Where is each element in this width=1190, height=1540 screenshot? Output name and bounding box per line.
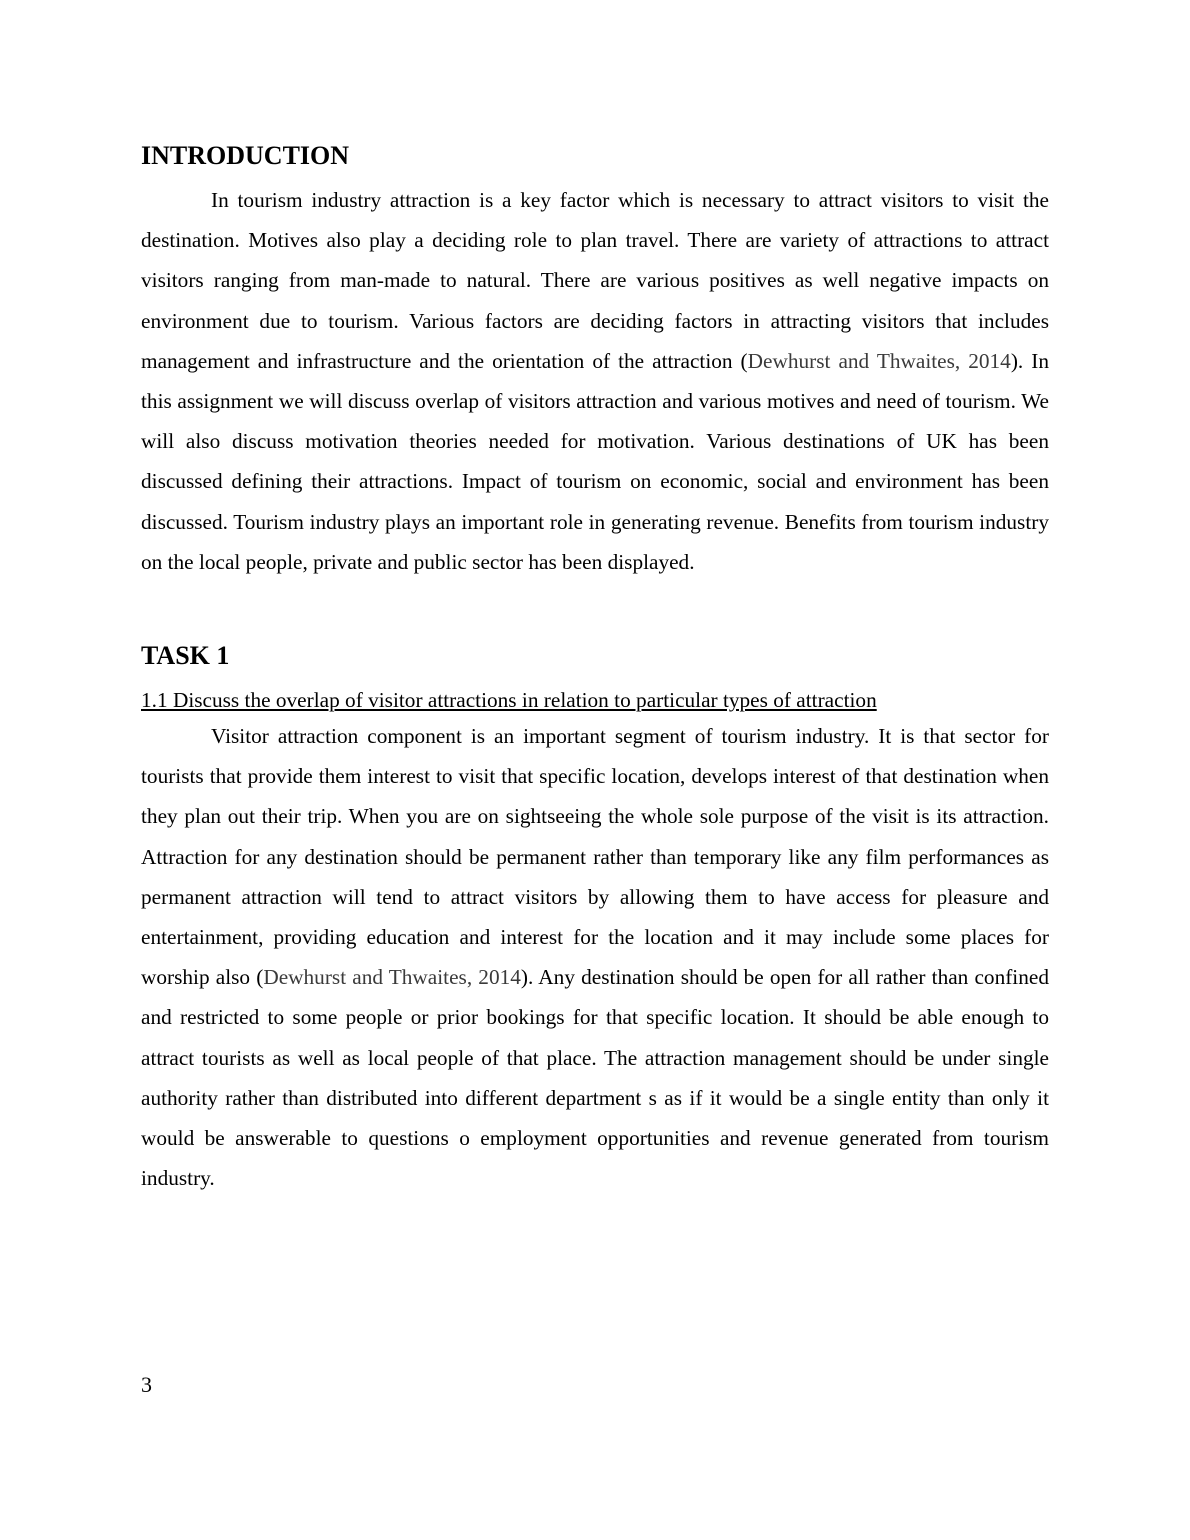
task-1-subheading: 1.1 Discuss the overlap of visitor attractions in relation to particular types of attraction xyxy=(141,688,877,713)
page-content xyxy=(141,140,1049,1198)
task-1-citation: Dewhurst and Thwaites, 2014 xyxy=(263,965,521,990)
task-1-text-part-1: Visitor attraction component is an important segment of tourism industry. It is that sector for tourists that provide them interest to visit that specific location, develops interest of that destination when they plan out their trip. When you are on sightseeing the whole sole purpose of the visit is its attraction. Attraction for any destination should be permanent rather than temporary like any film performances as permanent attraction will tend to attract visitors by allowing them to have access for pleasure and entertainment, providing education and interest for the location and it may include some places for worship also ( xyxy=(141,724,1049,990)
task-1-text-part-2: ). Any destination should be open for all rather than confined and restricted to some people or prior bookings for that specific location. It should be able enough to attract tourists as well as local people of that place. The attraction management should be under single authority rather than distributed into different department s as if it would be a single entity than only it would be answerable to questions o employment opportunities and revenue generated from tourism industry. xyxy=(141,965,1049,1191)
introduction-text-part-1: In tourism industry attraction is a key factor which is necessary to attract visitors to visit the destination. Motives also play a deciding role to plan travel. There are variety of attractions to attract visitors ranging from man-made to natural. There are various positives as well negative impacts on environment due to tourism. Various factors are deciding factors in attracting visitors that includes management and infrastructure and the orientation of the attraction ( xyxy=(141,188,1049,373)
introduction-citation: Dewhurst and Thwaites, 2014 xyxy=(747,348,1011,373)
task-1-paragraph xyxy=(141,716,1049,1198)
introduction-heading: INTRODUCTION xyxy=(141,141,350,170)
page-number: 3 xyxy=(141,1372,152,1397)
task-1-heading: TASK 1 xyxy=(141,641,230,671)
introduction-text-part-2: ). In this assignment we will discuss overlap of visitors attraction and various motives and need of tourism. We will also discuss motivation theories needed for motivation. Various destinations of UK has been discussed defining their attractions. Impact of tourism on economic, social and environment has been discussed. Tourism industry plays an important role in generating revenue. Benefits from tourism industry on the local people, private and public sector has been displayed. xyxy=(141,348,1049,574)
introduction-paragraph xyxy=(141,180,1049,582)
